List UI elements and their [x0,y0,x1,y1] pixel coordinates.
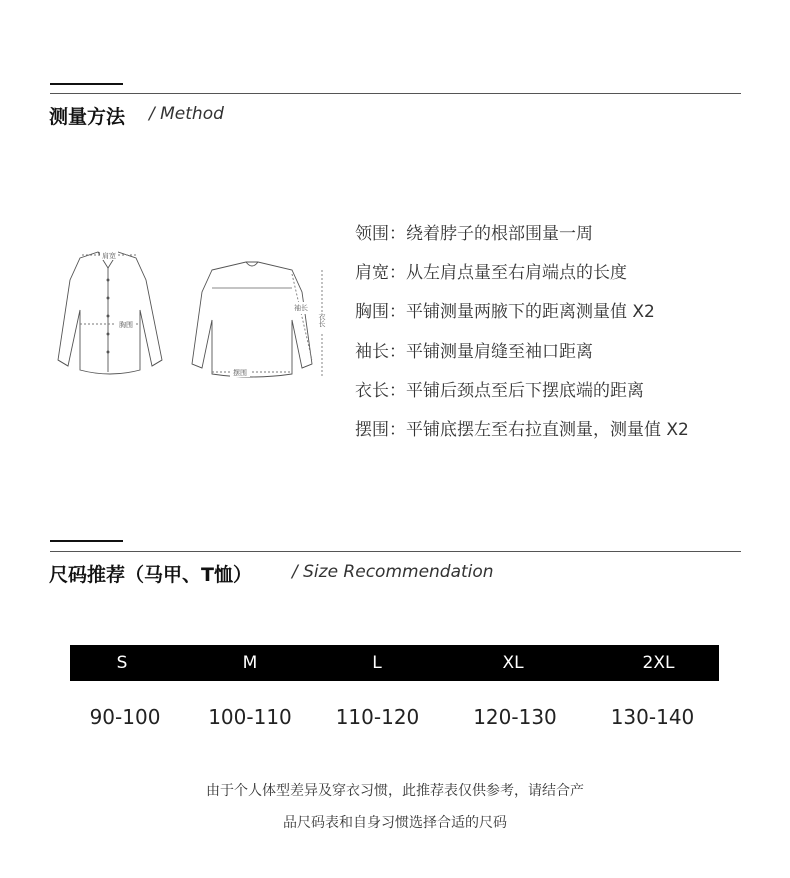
size-header-xl: XL [502,653,524,673]
size-value-xl: 120-130 [473,705,557,729]
diagram-label-hem: 摆围 [233,369,247,377]
size-value-2xl: 130-140 [610,705,695,729]
size-header-l: L [372,653,382,673]
measurement-instructions [355,222,689,457]
size-value-m: 100-110 [208,705,292,729]
size-divider [50,551,741,552]
diagram-label-shoulder: 肩宽 [102,252,116,260]
instruction-collar: 领围：绕着脖子的根部围量一周 [355,224,593,244]
instruction-chest: 胸围：平铺测量两腋下的距离测量值 X2 [355,302,655,323]
shirt-front-illustration [58,252,162,374]
method-subtitle: / Method [149,104,224,124]
diagram-label-sleeve: 袖长 [294,304,308,312]
size-subtitle: / Size Recommendation [292,562,494,582]
size-note-line-2: 品尺码表和自身习惯选择合适的尺码 [283,815,507,831]
size-header-bar [70,645,719,681]
instruction-length: 衣长：平铺后颈点至后下摆底端的距离 [355,380,644,401]
method-title-accent [50,83,123,85]
size-header-s: S [116,653,128,673]
size-header-m: M [242,653,258,673]
size-value-l: 110-120 [335,705,420,729]
size-header-2xl: 2XL [642,653,675,673]
shirt-back-illustration [192,262,312,377]
diagram-label-length: 衣长 [318,313,326,327]
instruction-sleeve: 袖长：平铺测量肩缝至袖口距离 [355,341,593,362]
size-value-s: 90-100 [89,705,161,729]
diagram-label-chest: 胸围 [119,321,133,329]
method-divider [50,93,741,94]
size-value-row [55,703,735,731]
size-title-accent [50,540,123,542]
instruction-shoulder: 肩宽：从左肩点量至右肩端点的长度 [355,263,627,284]
size-title: 尺码推荐（马甲、T恤） [49,564,252,586]
instruction-hem: 摆围：平铺底摆左至右拉直测量，测量值 X2 [355,419,689,440]
method-title: 测量方法 [49,106,126,128]
shirt-measurement-diagram [40,240,330,385]
size-note-line-1: 由于个人体型差异及穿衣习惯，此推荐表仅供参考，请结合产 [206,783,584,799]
